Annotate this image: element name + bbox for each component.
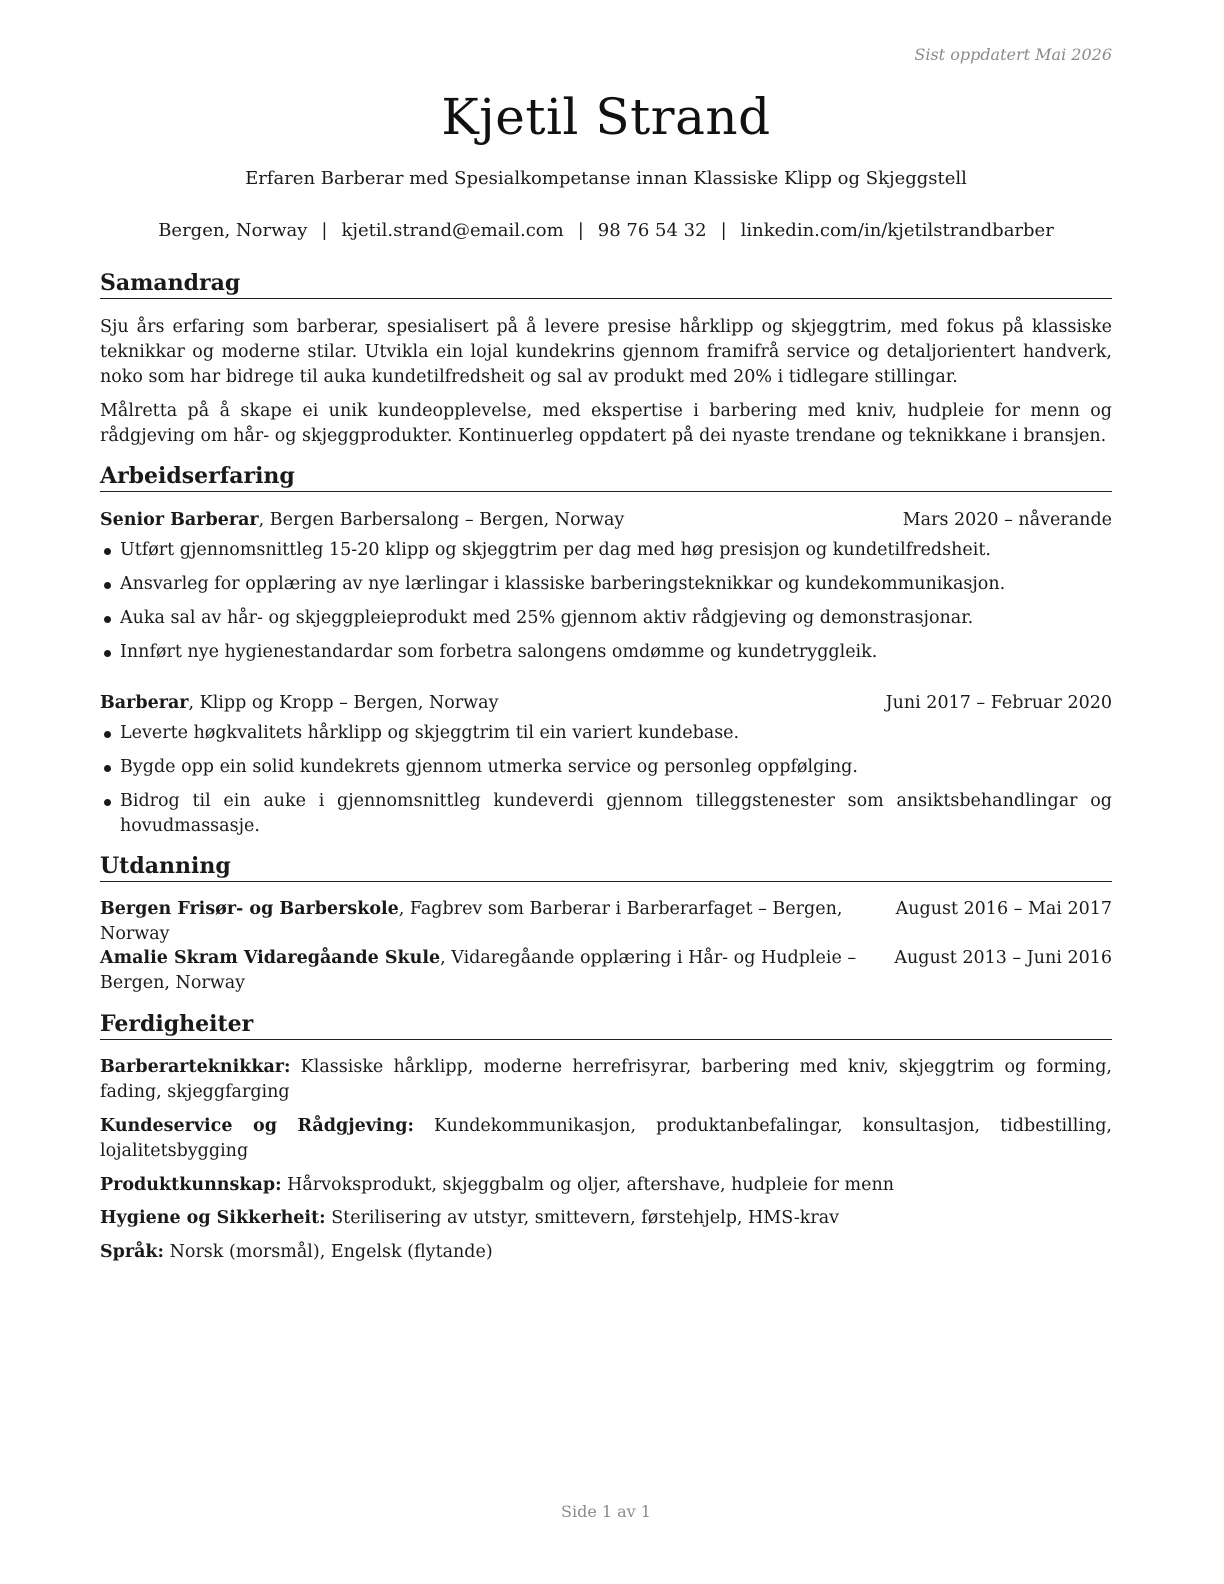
skill-label: Språk: [100,1242,165,1262]
education-detail: , Vidaregåande opplæring i Hår- og Hudpleie – Bergen, Norway [100,948,857,993]
resume-page [100,0,1112,1584]
candidate-name: Kjetil Strand [441,88,771,146]
skill-item [100,1114,1112,1164]
skill-label: Kundeservice og Rådgjeving: [100,1116,414,1136]
tagline: Erfaren Barberar med Spesialkompetanse innan Klassiske Klipp og Skjeggstell [245,168,967,189]
summary-paragraph: Sju års erfaring som barberar, spesialisert på å levere presise hårklipp og skjeggtrim, med fokus på klassiske teknikkar og moderne stilar. Utvikla ein lojal kundekrins gjennom framifrå service og detaljorientert handverk, noko som har bidrege til auka kundetilfredsheit og sal av produkt med 20% i tidlegare stillingar. [100,317,1112,387]
job-header [100,508,1112,533]
job-bullets [100,538,1112,674]
job-place: , Bergen Barbersalong – Bergen, Norway [258,510,625,530]
skill-item [100,1206,1112,1231]
list-item: Ansvarleg for opplæring av nye lærlingar i klassiske barberingsteknikkar og kundekommunikasjon. [100,572,1112,597]
job-dates: Juni 2017 – Februar 2020 [885,693,1112,713]
skill-label: Barberarteknikkar: [100,1057,291,1077]
job-header [100,691,1112,716]
contact-separator: | [577,220,584,241]
skill-item [100,1240,1112,1265]
contact-location: Bergen, Norway [158,220,308,241]
skill-text: Sterilisering av utstyr, smittevern, førstehjelp, HMS-krav [325,1208,840,1228]
skill-text: Kundekommunikasjon, produktanbefalingar, konsultasjon, tidbestilling, lojalitetsbygging [100,1116,1112,1161]
contact-linkedin[interactable]: linkedin.com/in/kjetilstrandbarber [740,220,1054,241]
skill-item [100,1173,1112,1198]
list-item: Innført nye hygienestandardar som forbetra salongens omdømme og kundetryggleik. [100,640,1112,665]
contact-phone: 98 76 54 32 [597,220,707,241]
skill-label: Produktkunnskap: [100,1175,282,1195]
job-bullets [100,721,1112,848]
education-school: Bergen Frisør- og Barberskole [100,899,399,919]
contact-email[interactable]: kjetil.strand@email.com [341,220,564,241]
job-place: , Klipp og Kropp – Bergen, Norway [188,693,499,713]
job-dates: Mars 2020 – nåverande [902,510,1112,530]
contact-separator: | [720,220,727,241]
education-school: Amalie Skram Vidaregåande Skule [100,948,441,968]
section-title-summary: Samandrag [100,270,1112,299]
list-item: Bidrog til ein auke i gjennomsnittleg kundeverdi gjennom tilleggstenester som ansiktsbehandlingar og hovudmassasje. [100,789,1112,839]
education-item [100,897,1112,947]
skill-text: Klassiske hårklipp, moderne herrefrisyrar, barbering med kniv, skjeggtrim og forming, fading, skjeggfarging [100,1057,1112,1102]
list-item: Bygde opp ein solid kundekrets gjennom utmerka service og personleg oppfølging. [100,755,1112,780]
education-detail: , Fagbrev som Barberar i Barberarfaget – Bergen, Norway [100,899,843,944]
skill-label: Hygiene og Sikkerheit: [100,1208,326,1228]
education-dates: August 2016 – Mai 2017 [895,899,1112,919]
contact-line [100,220,1112,241]
section-title-skills: Ferdigheiter [100,1011,1112,1040]
section-title-education: Utdanning [100,853,1112,882]
list-item: Utført gjennomsnittleg 15-20 klipp og skjeggtrim per dag med høg presisjon og kundetilfredsheit. [100,538,1112,563]
skill-text: Norsk (morsmål), Engelsk (flytande) [164,1242,493,1262]
section-title-experience: Arbeidserfaring [100,463,1112,492]
last-updated: Sist oppdatert Mai 2026 [914,45,1112,64]
list-item: Auka sal av hår- og skjeggpleieprodukt med 25% gjennom aktiv rådgjeving og demonstrasjonar. [100,606,1112,631]
job-role: Barberar [100,693,189,713]
education-item [100,946,1112,996]
summary-paragraph: Målretta på å skape ei unik kundeopplevelse, med ekspertise i barbering med kniv, hudpleie for menn og rådgjeving om hår- og skjeggprodukter. Kontinuerleg oppdatert på dei nyaste trendane og teknikkane i bransjen. [100,401,1112,446]
job-role: Senior Barberar [100,510,259,530]
contact-separator: | [321,220,328,241]
skill-item [100,1055,1112,1105]
education-dates: August 2013 – Juni 2016 [894,948,1112,968]
list-item: Leverte høgkvalitets hårklipp og skjeggtrim til ein variert kundebase. [100,721,1112,746]
skill-text: Hårvoksprodukt, skjeggbalm og oljer, aftershave, hudpleie for menn [281,1175,895,1195]
page-number: Side 1 av 1 [561,1502,651,1521]
